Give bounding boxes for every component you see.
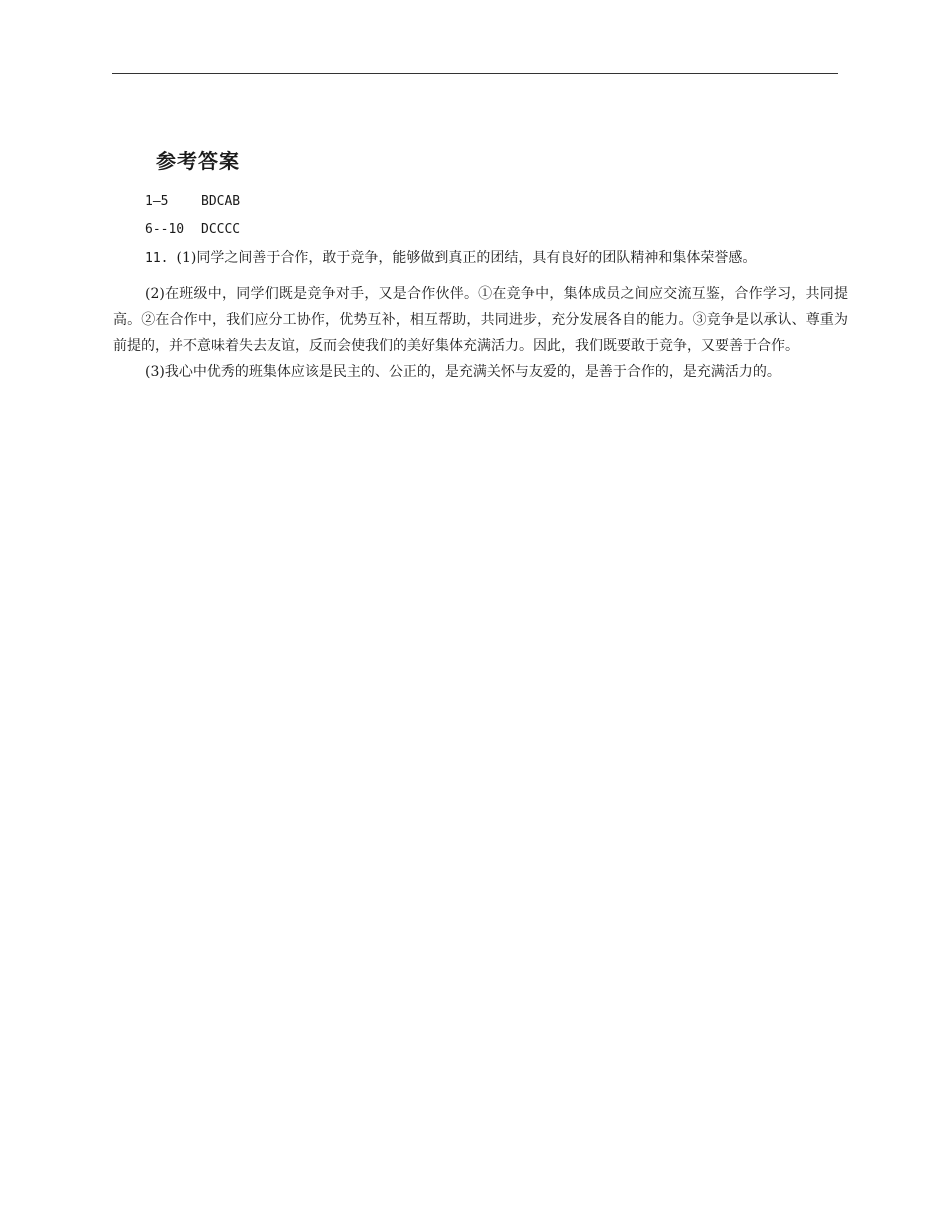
question-number: 11. (145, 251, 169, 266)
mc-answers-1-5 (145, 188, 848, 216)
answer-section (113, 146, 848, 385)
mc-value: DCCCC (201, 222, 241, 237)
mc-value: BDCAB (201, 194, 241, 209)
question-11-part-3: (3)我心中优秀的班集体应该是民主的、公正的，是充满关怀与友爱的，是善于合作的，是充满活力的。 (145, 364, 781, 380)
header-rule (112, 73, 838, 74)
mc-answers-6-10 (145, 216, 848, 244)
answer-text: (1)同学之间善于合作，敢于竞争，能够做到真正的团结，具有良好的团队精神和集体荣誉感。 (176, 250, 757, 266)
mc-range: 1—5 (145, 194, 169, 209)
question-11-part-1 (145, 244, 848, 273)
question-11-part-2: (2)在班级中，同学们既是竞争对手，又是合作伙伴。①在竞争中，集体成员之间应交流互鉴，合作学习，共同提高。②在合作中，我们应分工协作，优势互补，相互帮助，共同进步，充分发展各自的能力。③竞争是以承认、尊重为前提的，并不意味着失去友谊，反而会使我们的美好集体充满活力。因此，我们既要敢于竞争，又要善于合作。 (113, 286, 848, 354)
page-title: 参考答案 (156, 149, 240, 173)
mc-range: 6--10 (145, 222, 185, 237)
